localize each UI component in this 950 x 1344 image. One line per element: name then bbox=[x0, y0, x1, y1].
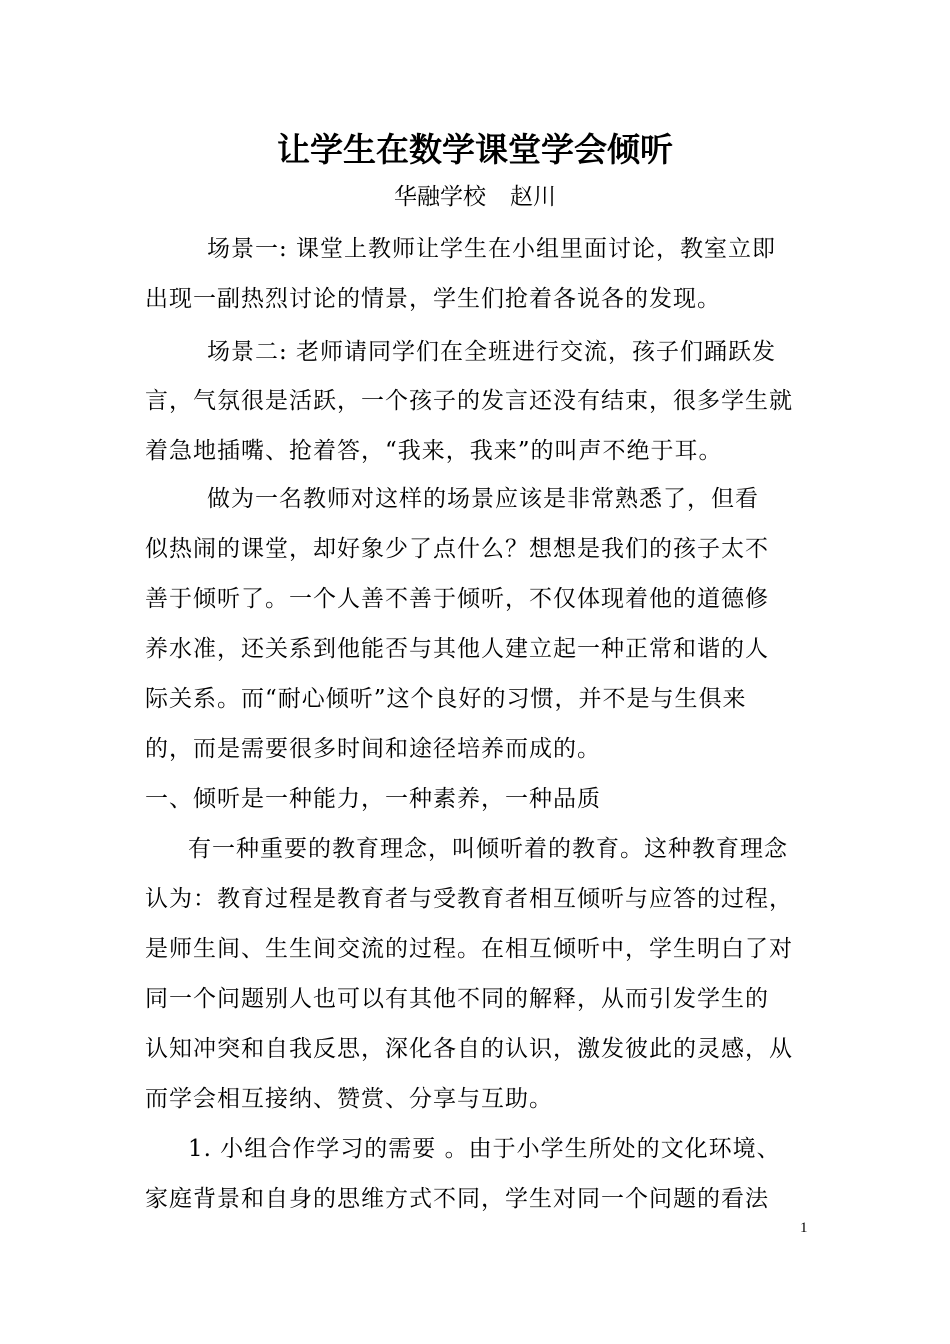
body-line: 1. 小组合作学习的需要 。由于小学生所处的文化环境、 bbox=[188, 1136, 781, 1162]
body-line: 着急地插嘴、抢着答，“我来，我来”的叫声不绝于耳。 bbox=[145, 438, 723, 464]
section-heading: 一、倾听是一种能力，一种素养，一种品质 bbox=[145, 786, 601, 812]
body-line: 养水准，还关系到他能否与其他人建立起一种正常和谐的人 bbox=[145, 636, 769, 662]
body-line: 善于倾听了。一个人善不善于倾听，不仅体现着他的道德修 bbox=[145, 586, 769, 612]
body-line: 场景二: 老师请同学们在全班进行交流，孩子们踊跃发 bbox=[207, 339, 777, 365]
document-title: 让学生在数学课堂学会倾听 bbox=[277, 130, 673, 169]
body-line: 家庭背景和自身的思维方式不同，学生对同一个问题的看法 bbox=[145, 1186, 769, 1212]
body-line: 似热闹的课堂，却好象少了点什么？想想是我们的孩子太不 bbox=[145, 536, 769, 562]
body-line: 出现一副热烈讨论的情景，学生们抢着各说各的发现。 bbox=[145, 286, 721, 312]
page-number: 1 bbox=[800, 1220, 808, 1236]
body-line: 有一种重要的教育理念，叫倾听着的教育。这种教育理念 bbox=[188, 836, 788, 862]
body-line: 做为一名教师对这样的场景应该是非常熟悉了，但看 bbox=[207, 486, 759, 512]
body-line: 的，而是需要很多时间和途径培养而成的。 bbox=[145, 736, 601, 762]
body-line: 认知冲突和自我反思，深化各自的认识，激发彼此的灵感，从 bbox=[145, 1036, 793, 1062]
body-line: 是师生间、生生间交流的过程。在相互倾听中，学生明白了对 bbox=[145, 936, 793, 962]
body-line: 而学会相互接纳、赞赏、分享与互助。 bbox=[145, 1086, 553, 1112]
body-line: 际关系。而“耐心倾听”这个良好的习惯，并不是与生俱来 bbox=[145, 686, 747, 712]
author-line bbox=[0, 180, 950, 214]
body-line: 场景一: 课堂上教师让学生在小组里面讨论，教室立即 bbox=[207, 236, 777, 262]
body-line: 同一个问题别人也可以有其他不同的解释，从而引发学生的 bbox=[145, 986, 769, 1012]
author-name: 赵川 bbox=[510, 184, 556, 210]
body-line: 言，气氛很是活跃，一个孩子的发言还没有结束，很多学生就 bbox=[145, 388, 793, 414]
author-school: 华融学校 bbox=[394, 184, 486, 210]
body-line: 认为：教育过程是教育者与受教育者相互倾听与应答的过程， bbox=[145, 886, 793, 912]
